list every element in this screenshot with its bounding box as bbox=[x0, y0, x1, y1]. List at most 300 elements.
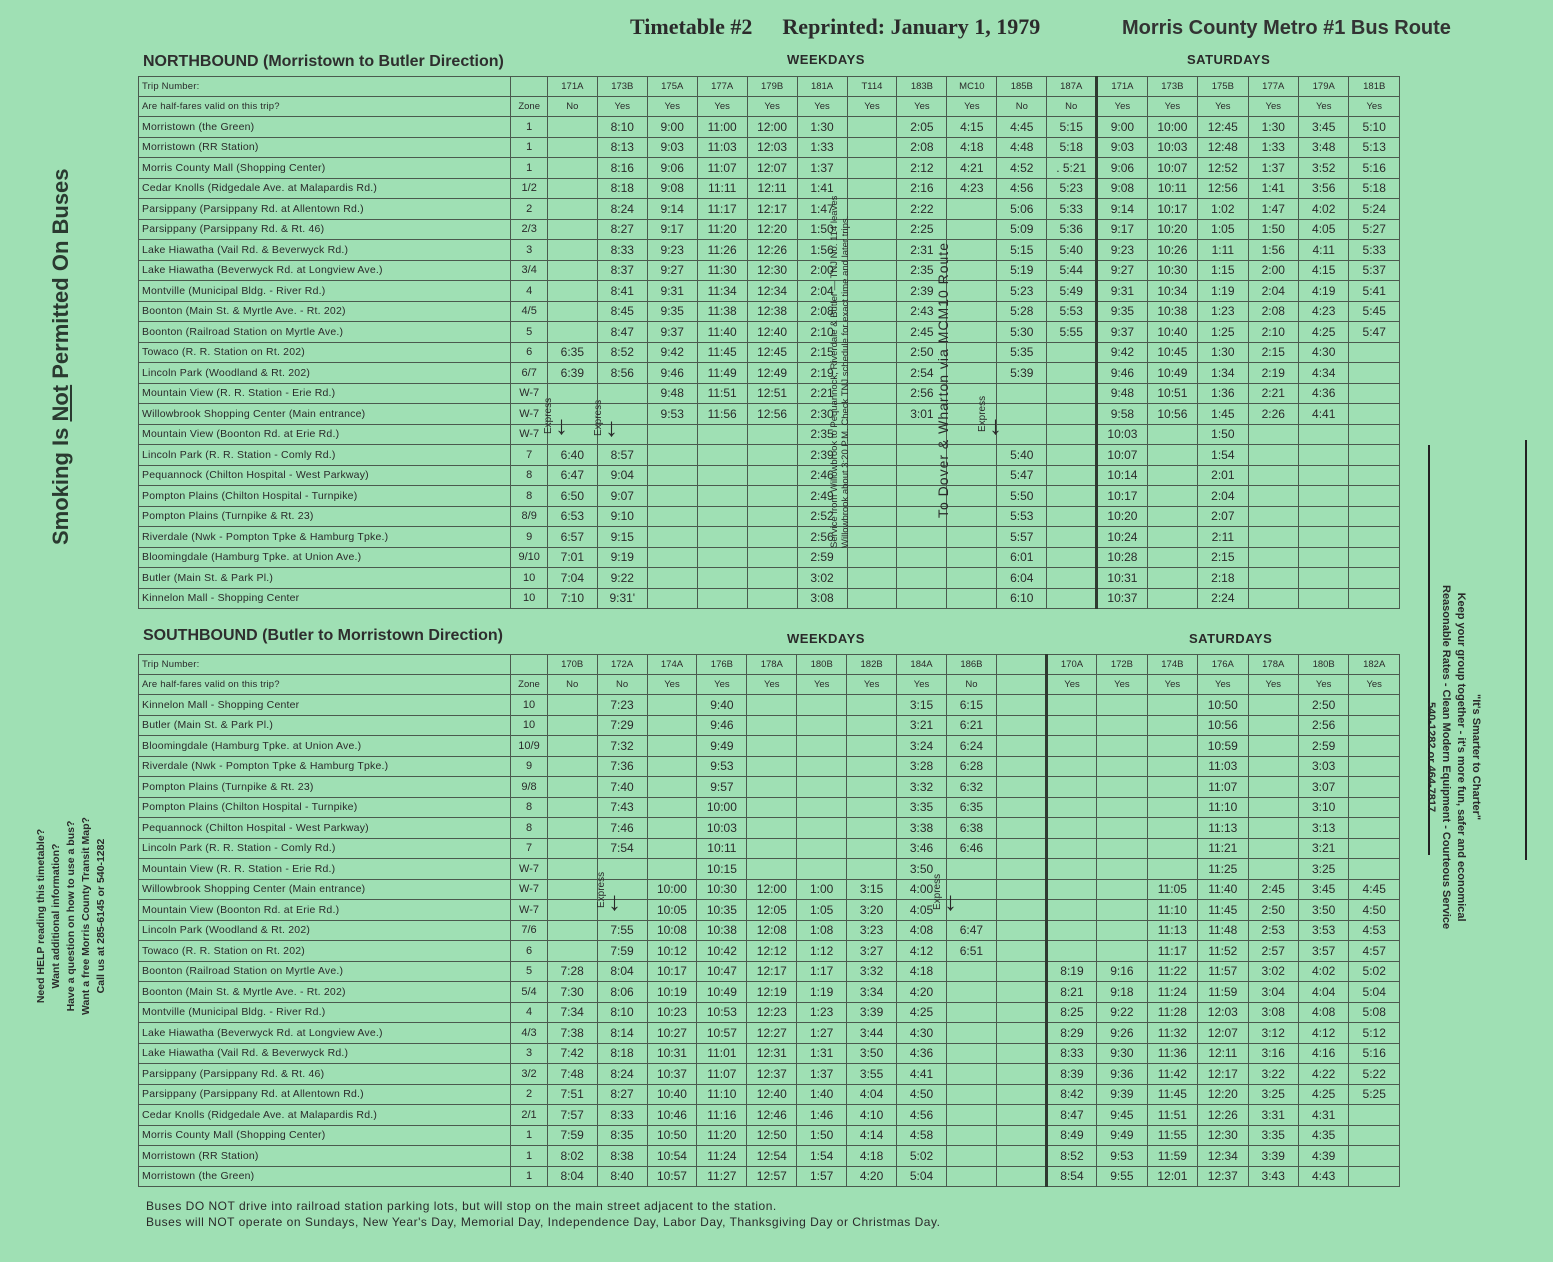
departure-time: 8:56 bbox=[597, 363, 647, 384]
departure-time: 2:04 bbox=[1248, 281, 1298, 302]
departure-time: 10:46 bbox=[647, 1105, 697, 1126]
departure-time: 10:00 bbox=[697, 797, 747, 818]
help-line: Want additional information? bbox=[50, 843, 62, 989]
departure-time: 11:34 bbox=[697, 281, 747, 302]
northbound-title: NORTHBOUND (Morristown to Butler Direction) bbox=[143, 53, 504, 70]
departure-time bbox=[997, 424, 1047, 445]
table-row bbox=[139, 117, 1400, 138]
departure-time bbox=[847, 342, 897, 363]
trip-number-row bbox=[139, 655, 1400, 675]
departure-time bbox=[1097, 777, 1147, 798]
departure-time: 11:20 bbox=[697, 1125, 747, 1146]
table-row bbox=[139, 900, 1400, 921]
departure-time: 10:30 bbox=[697, 879, 747, 900]
departure-time: 5:35 bbox=[997, 342, 1047, 363]
departure-time: 4:16 bbox=[1298, 1043, 1348, 1064]
table-row bbox=[139, 301, 1400, 322]
departure-time: 9:17 bbox=[1097, 219, 1147, 240]
departure-time: 10:38 bbox=[697, 920, 747, 941]
departure-time bbox=[947, 506, 997, 527]
departure-time: 6:24 bbox=[946, 736, 996, 757]
stop-name: Pequannock (Chilton Hospital - West Parkway) bbox=[139, 465, 511, 486]
departure-time bbox=[1349, 797, 1400, 818]
departure-time: 8:04 bbox=[547, 1166, 597, 1187]
departure-time: 2:45 bbox=[897, 322, 947, 343]
departure-time bbox=[597, 383, 647, 404]
departure-time: 2:22 bbox=[897, 199, 947, 220]
half-fare-label: Are half-fares valid on this trip? bbox=[139, 97, 511, 117]
departure-time bbox=[1248, 756, 1298, 777]
zone-value: 10 bbox=[511, 695, 547, 716]
departure-time: 10:20 bbox=[1147, 219, 1197, 240]
departure-time: 1:54 bbox=[797, 1146, 847, 1167]
departure-time bbox=[547, 240, 597, 261]
table-row bbox=[139, 1002, 1400, 1023]
half-fare-value: Yes bbox=[747, 675, 797, 695]
half-fare-value: Yes bbox=[1248, 675, 1298, 695]
departure-time bbox=[1047, 527, 1097, 548]
departure-time bbox=[747, 797, 797, 818]
departure-time bbox=[1349, 756, 1400, 777]
departure-time: 1:50 bbox=[1248, 219, 1298, 240]
departure-time bbox=[747, 695, 797, 716]
departure-time bbox=[1349, 445, 1400, 466]
departure-time: 8:39 bbox=[1046, 1064, 1096, 1085]
stop-name: Mountain View (R. R. Station - Erie Rd.) bbox=[139, 383, 511, 404]
departure-time bbox=[996, 1125, 1046, 1146]
departure-time bbox=[547, 900, 597, 921]
departure-time bbox=[996, 1002, 1046, 1023]
southbound-table bbox=[138, 654, 1400, 1187]
departure-time bbox=[547, 322, 597, 343]
departure-time: 1:36 bbox=[1198, 383, 1248, 404]
departure-time: 11:03 bbox=[697, 137, 747, 158]
table-row bbox=[139, 342, 1400, 363]
stop-name: Pompton Plains (Turnpike & Rt. 23) bbox=[139, 506, 511, 527]
departure-time: 8:02 bbox=[547, 1146, 597, 1167]
departure-time: 12:27 bbox=[747, 1023, 797, 1044]
departure-time: 1:17 bbox=[797, 961, 847, 982]
departure-time: 1:30 bbox=[1248, 117, 1298, 138]
express-label: Express bbox=[596, 871, 607, 908]
departure-time: 3:45 bbox=[1298, 879, 1348, 900]
departure-time: 4:30 bbox=[897, 1023, 947, 1044]
departure-time bbox=[747, 547, 797, 568]
departure-time: 8:40 bbox=[597, 1166, 647, 1187]
half-fare-value: Yes bbox=[897, 675, 947, 695]
departure-time bbox=[647, 527, 697, 548]
departure-time bbox=[1147, 568, 1197, 589]
departure-time bbox=[847, 117, 897, 138]
departure-time: 4:31 bbox=[1298, 1105, 1348, 1126]
half-fare-value: Yes bbox=[797, 97, 847, 117]
stop-name: Parsippany (Parsippany Rd. & Rt. 46) bbox=[139, 219, 511, 240]
departure-time bbox=[697, 486, 747, 507]
departure-time: 9:53 bbox=[1097, 1146, 1147, 1167]
departure-time bbox=[1299, 547, 1349, 568]
departure-time: 5:30 bbox=[997, 322, 1047, 343]
reprint-date: Reprinted: January 1, 1979 bbox=[782, 14, 1041, 39]
departure-time bbox=[1248, 465, 1298, 486]
zone-value: 4 bbox=[511, 1002, 547, 1023]
departure-time: 3:27 bbox=[847, 941, 897, 962]
table-row bbox=[139, 445, 1400, 466]
departure-time bbox=[1147, 588, 1197, 609]
departure-time: 11:17 bbox=[697, 199, 747, 220]
departure-time bbox=[947, 322, 997, 343]
stop-name: Lincoln Park (Woodland & Rt. 202) bbox=[139, 363, 511, 384]
departure-time: 2:52 bbox=[797, 506, 847, 527]
departure-time: 11:38 bbox=[697, 301, 747, 322]
departure-time bbox=[996, 879, 1046, 900]
departure-time bbox=[697, 588, 747, 609]
stop-name: Cedar Knolls (Ridgedale Ave. at Malapardis Rd.) bbox=[139, 178, 511, 199]
zone-value: 2/1 bbox=[511, 1105, 547, 1126]
departure-time: 12:07 bbox=[747, 158, 797, 179]
departure-time: 11:49 bbox=[697, 363, 747, 384]
departure-time bbox=[1047, 547, 1097, 568]
half-fare-value: Yes bbox=[1097, 675, 1147, 695]
departure-time: 4:36 bbox=[897, 1043, 947, 1064]
table-row bbox=[139, 404, 1400, 425]
departure-time: 4:20 bbox=[847, 1166, 897, 1187]
departure-time: 12:11 bbox=[1198, 1043, 1248, 1064]
zone-value: W-7 bbox=[511, 900, 547, 921]
departure-time bbox=[1097, 838, 1147, 859]
departure-time bbox=[1047, 465, 1097, 486]
departure-time: 1:23 bbox=[1198, 301, 1248, 322]
departure-time: 9:16 bbox=[1097, 961, 1147, 982]
departure-time: 5:23 bbox=[1047, 178, 1097, 199]
departure-time: 8:21 bbox=[1046, 982, 1096, 1003]
departure-time: 1:30 bbox=[797, 117, 847, 138]
departure-time: 2:56 bbox=[797, 527, 847, 548]
departure-time bbox=[1047, 383, 1097, 404]
departure-time: 2:45 bbox=[1248, 879, 1298, 900]
departure-time: 8:27 bbox=[597, 1084, 647, 1105]
zone-value: W-7 bbox=[511, 859, 547, 880]
departure-time: 12:37 bbox=[747, 1064, 797, 1085]
departure-time: 10:40 bbox=[647, 1084, 697, 1105]
departure-time: 9:27 bbox=[647, 260, 697, 281]
departure-time bbox=[647, 445, 697, 466]
departure-time bbox=[996, 797, 1046, 818]
departure-time: 4:58 bbox=[897, 1125, 947, 1146]
departure-time: 8:19 bbox=[1046, 961, 1096, 982]
departure-time: 9:00 bbox=[1097, 117, 1147, 138]
table-row bbox=[139, 158, 1400, 179]
departure-time: 5:22 bbox=[1349, 1064, 1400, 1085]
departure-time: 9:49 bbox=[1097, 1125, 1147, 1146]
half-fare-value: Yes bbox=[1349, 97, 1400, 117]
departure-time: 5:53 bbox=[997, 506, 1047, 527]
departure-time: 11:17 bbox=[1147, 941, 1197, 962]
zone-value: 10 bbox=[511, 715, 547, 736]
departure-time: 1:33 bbox=[797, 137, 847, 158]
departure-time: 3:53 bbox=[1298, 920, 1348, 941]
departure-time: 4:45 bbox=[1349, 879, 1400, 900]
departure-time: 9:48 bbox=[1097, 383, 1147, 404]
departure-time bbox=[1097, 818, 1147, 839]
departure-time bbox=[697, 465, 747, 486]
zone-value: 4/5 bbox=[511, 301, 547, 322]
departure-time bbox=[996, 1064, 1046, 1085]
half-fare-value: Yes bbox=[647, 675, 697, 695]
departure-time: 11:40 bbox=[1198, 879, 1248, 900]
departure-time bbox=[1147, 424, 1197, 445]
departure-time bbox=[647, 818, 697, 839]
departure-time: 2:50 bbox=[1248, 900, 1298, 921]
departure-time: 2:18 bbox=[1198, 568, 1248, 589]
departure-time: 10:26 bbox=[1147, 240, 1197, 261]
departure-time: 3:50 bbox=[847, 1043, 897, 1064]
departure-time: 3:15 bbox=[897, 695, 947, 716]
departure-time: 8:33 bbox=[597, 1105, 647, 1126]
departure-time: 11:51 bbox=[697, 383, 747, 404]
departure-time bbox=[1349, 715, 1400, 736]
departure-time: 1:41 bbox=[1248, 178, 1298, 199]
departure-time: 11:25 bbox=[1198, 859, 1248, 880]
departure-time: 12:51 bbox=[747, 383, 797, 404]
departure-time: 9:14 bbox=[647, 199, 697, 220]
departure-time: 2:57 bbox=[1248, 941, 1298, 962]
departure-time: 12:00 bbox=[747, 117, 797, 138]
departure-time: 3:31 bbox=[1248, 1105, 1298, 1126]
departure-time bbox=[897, 547, 947, 568]
departure-time bbox=[1299, 527, 1349, 548]
table-row bbox=[139, 1064, 1400, 1085]
departure-time bbox=[996, 756, 1046, 777]
departure-time: 4:18 bbox=[897, 961, 947, 982]
departure-time: 4:10 bbox=[847, 1105, 897, 1126]
half-fare-value: Yes bbox=[697, 675, 747, 695]
departure-time: 12:30 bbox=[747, 260, 797, 281]
departure-time: 5:23 bbox=[997, 281, 1047, 302]
table-row bbox=[139, 736, 1400, 757]
departure-time: 12:03 bbox=[1198, 1002, 1248, 1023]
departure-time: 12:52 bbox=[1198, 158, 1248, 179]
departure-time bbox=[547, 117, 597, 138]
departure-time bbox=[847, 715, 897, 736]
departure-time: 11:45 bbox=[697, 342, 747, 363]
departure-time: 1:12 bbox=[797, 941, 847, 962]
departure-time: 10:17 bbox=[1147, 199, 1197, 220]
departure-time: 3:22 bbox=[1248, 1064, 1298, 1085]
departure-time: 9:08 bbox=[1097, 178, 1147, 199]
trip-number: MC10 bbox=[947, 77, 997, 97]
departure-time: 3:38 bbox=[897, 818, 947, 839]
departure-time: 9:48 bbox=[647, 383, 697, 404]
half-fare-value: Yes bbox=[1248, 97, 1298, 117]
departure-time: 1:23 bbox=[797, 1002, 847, 1023]
departure-time: 9:37 bbox=[647, 322, 697, 343]
departure-time: 7:29 bbox=[597, 715, 647, 736]
departure-time bbox=[946, 859, 996, 880]
half-fare-value: Yes bbox=[1198, 97, 1248, 117]
table-row bbox=[139, 322, 1400, 343]
departure-time: 4:19 bbox=[1299, 281, 1349, 302]
departure-time bbox=[547, 736, 597, 757]
departure-time: 5:45 bbox=[1349, 301, 1400, 322]
departure-time: 9:22 bbox=[1097, 1002, 1147, 1023]
departure-time bbox=[647, 859, 697, 880]
departure-time bbox=[847, 527, 897, 548]
departure-time: 5:13 bbox=[1349, 137, 1400, 158]
departure-time bbox=[1248, 424, 1298, 445]
departure-time bbox=[547, 158, 597, 179]
departure-time bbox=[1047, 568, 1097, 589]
departure-time: 3:20 bbox=[847, 900, 897, 921]
zone-value: 8 bbox=[511, 818, 547, 839]
departure-time bbox=[1097, 797, 1147, 818]
stop-name: Parsippany (Parsippany Rd. at Allentown Rd.) bbox=[139, 199, 511, 220]
trip-number: 181B bbox=[1349, 77, 1400, 97]
departure-time: 5:33 bbox=[1349, 240, 1400, 261]
departure-time: 2:39 bbox=[797, 445, 847, 466]
departure-time: 8:18 bbox=[597, 178, 647, 199]
departure-time bbox=[1349, 695, 1400, 716]
departure-time: 3:50 bbox=[897, 859, 947, 880]
departure-time: 11:57 bbox=[1198, 961, 1248, 982]
stop-name: Willowbrook Shopping Center (Main entrance) bbox=[139, 404, 511, 425]
departure-time bbox=[897, 527, 947, 548]
departure-time bbox=[1349, 1166, 1400, 1187]
departure-time: 10:35 bbox=[697, 900, 747, 921]
departure-time bbox=[1047, 445, 1097, 466]
departure-time: 5:47 bbox=[997, 465, 1047, 486]
departure-time bbox=[1046, 838, 1096, 859]
departure-time: 3:21 bbox=[897, 715, 947, 736]
departure-time: 2:24 bbox=[1198, 588, 1248, 609]
departure-time: 4:56 bbox=[997, 178, 1047, 199]
table-row bbox=[139, 1146, 1400, 1167]
stop-name: Mountain View (Boonton Rd. at Erie Rd.) bbox=[139, 424, 511, 445]
departure-time: 2:30 bbox=[797, 404, 847, 425]
departure-time bbox=[1248, 838, 1298, 859]
departure-time: 10:59 bbox=[1198, 736, 1248, 757]
departure-time: 5:06 bbox=[997, 199, 1047, 220]
departure-time bbox=[1349, 506, 1400, 527]
departure-time: 8:47 bbox=[597, 322, 647, 343]
departure-time: 6:35 bbox=[547, 342, 597, 363]
stop-name: Kinnelon Mall - Shopping Center bbox=[139, 588, 511, 609]
departure-time: 5:18 bbox=[1047, 137, 1097, 158]
departure-time: 10:19 bbox=[647, 982, 697, 1003]
departure-time: 7:10 bbox=[547, 588, 597, 609]
departure-time: 1:47 bbox=[797, 199, 847, 220]
zone-value: 2 bbox=[511, 1084, 547, 1105]
departure-time: 6:47 bbox=[547, 465, 597, 486]
zone-value: 9/10 bbox=[511, 547, 547, 568]
table-row bbox=[139, 1125, 1400, 1146]
express-label: Express bbox=[543, 397, 554, 434]
departure-time bbox=[847, 424, 897, 445]
departure-time: 10:34 bbox=[1147, 281, 1197, 302]
departure-time: 5:02 bbox=[1349, 961, 1400, 982]
departure-time: 1:25 bbox=[1198, 322, 1248, 343]
trip-number: 180B bbox=[1298, 655, 1348, 675]
departure-time: 2:43 bbox=[897, 301, 947, 322]
departure-time bbox=[697, 445, 747, 466]
down-arrow-icon: ↓ bbox=[555, 410, 568, 440]
departure-time bbox=[847, 506, 897, 527]
departure-time bbox=[547, 859, 597, 880]
holiday-note: Buses will NOT operate on Sundays, New Year's Day, Memorial Day, Independence Day, Labor Day, Thanksgiving Day or Christmas Day. bbox=[146, 1215, 941, 1229]
departure-time bbox=[1248, 486, 1298, 507]
departure-time: 4:50 bbox=[1349, 900, 1400, 921]
departure-time bbox=[947, 260, 997, 281]
departure-time: 3:35 bbox=[1248, 1125, 1298, 1146]
departure-time bbox=[847, 137, 897, 158]
stop-name: Bloomingdale (Hamburg Tpke. at Union Ave.) bbox=[139, 736, 511, 757]
zone-header: Zone bbox=[511, 675, 547, 695]
stop-name: Morris County Mall (Shopping Center) bbox=[139, 158, 511, 179]
departure-time bbox=[647, 486, 697, 507]
stop-name: Morristown (RR Station) bbox=[139, 137, 511, 158]
down-arrow-icon: ↓ bbox=[608, 886, 621, 916]
departure-time: 5:16 bbox=[1349, 1043, 1400, 1064]
trip-number: 184A bbox=[897, 655, 947, 675]
departure-time bbox=[1046, 859, 1096, 880]
charter-slogan: "It's Smarter to Charter" bbox=[1470, 694, 1482, 821]
stop-name: Montville (Municipal Bldg. - River Rd.) bbox=[139, 281, 511, 302]
zone-value: 6/7 bbox=[511, 363, 547, 384]
departure-time: 2:50 bbox=[897, 342, 947, 363]
departure-time: 1:46 bbox=[797, 1105, 847, 1126]
departure-time: 5:49 bbox=[1047, 281, 1097, 302]
zone-value: 7/6 bbox=[511, 920, 547, 941]
zone-value: W-7 bbox=[511, 383, 547, 404]
stop-name: Kinnelon Mall - Shopping Center bbox=[139, 695, 511, 716]
departure-time bbox=[747, 424, 797, 445]
departure-time bbox=[647, 465, 697, 486]
departure-time bbox=[946, 1166, 996, 1187]
departure-time bbox=[1248, 445, 1298, 466]
stop-name: Riverdale (Nwk - Pompton Tpke & Hamburg Tpke.) bbox=[139, 756, 511, 777]
departure-time: 2:07 bbox=[1198, 506, 1248, 527]
stop-name: Pompton Plains (Chilton Hospital - Turnpike) bbox=[139, 797, 511, 818]
departure-time bbox=[947, 383, 997, 404]
departure-time bbox=[947, 547, 997, 568]
departure-time: 11:42 bbox=[1147, 1064, 1197, 1085]
departure-time: 4:43 bbox=[1298, 1166, 1348, 1187]
departure-time bbox=[747, 527, 797, 548]
departure-time: 1:34 bbox=[1198, 363, 1248, 384]
departure-time: 8:18 bbox=[597, 1043, 647, 1064]
departure-time bbox=[747, 838, 797, 859]
stop-name: Boonton (Main St. & Myrtle Ave. - Rt. 202) bbox=[139, 982, 511, 1003]
departure-time: 10:14 bbox=[1097, 465, 1147, 486]
stop-name: Montville (Municipal Bldg. - River Rd.) bbox=[139, 1002, 511, 1023]
departure-time bbox=[947, 199, 997, 220]
departure-time: 6:46 bbox=[946, 838, 996, 859]
charter-line: Keep your group together - it's more fun, safer and economical bbox=[1455, 592, 1467, 922]
table-row bbox=[139, 982, 1400, 1003]
departure-time bbox=[547, 219, 597, 240]
trip-number: 180B bbox=[797, 655, 847, 675]
departure-time: 3:25 bbox=[1298, 859, 1348, 880]
departure-time bbox=[547, 797, 597, 818]
departure-time: 12:17 bbox=[1198, 1064, 1248, 1085]
trip-number: T114 bbox=[847, 77, 897, 97]
departure-time: 9:06 bbox=[647, 158, 697, 179]
help-phone: Call us at 285-6145 or 540-1282 bbox=[95, 838, 107, 994]
departure-time: 8:04 bbox=[597, 961, 647, 982]
departure-time: 1:19 bbox=[797, 982, 847, 1003]
stop-name: Lake Hiawatha (Beverwyck Rd. at Longview Ave.) bbox=[139, 1023, 511, 1044]
stop-name: Willowbrook Shopping Center (Main entrance) bbox=[139, 879, 511, 900]
departure-time bbox=[1248, 818, 1298, 839]
